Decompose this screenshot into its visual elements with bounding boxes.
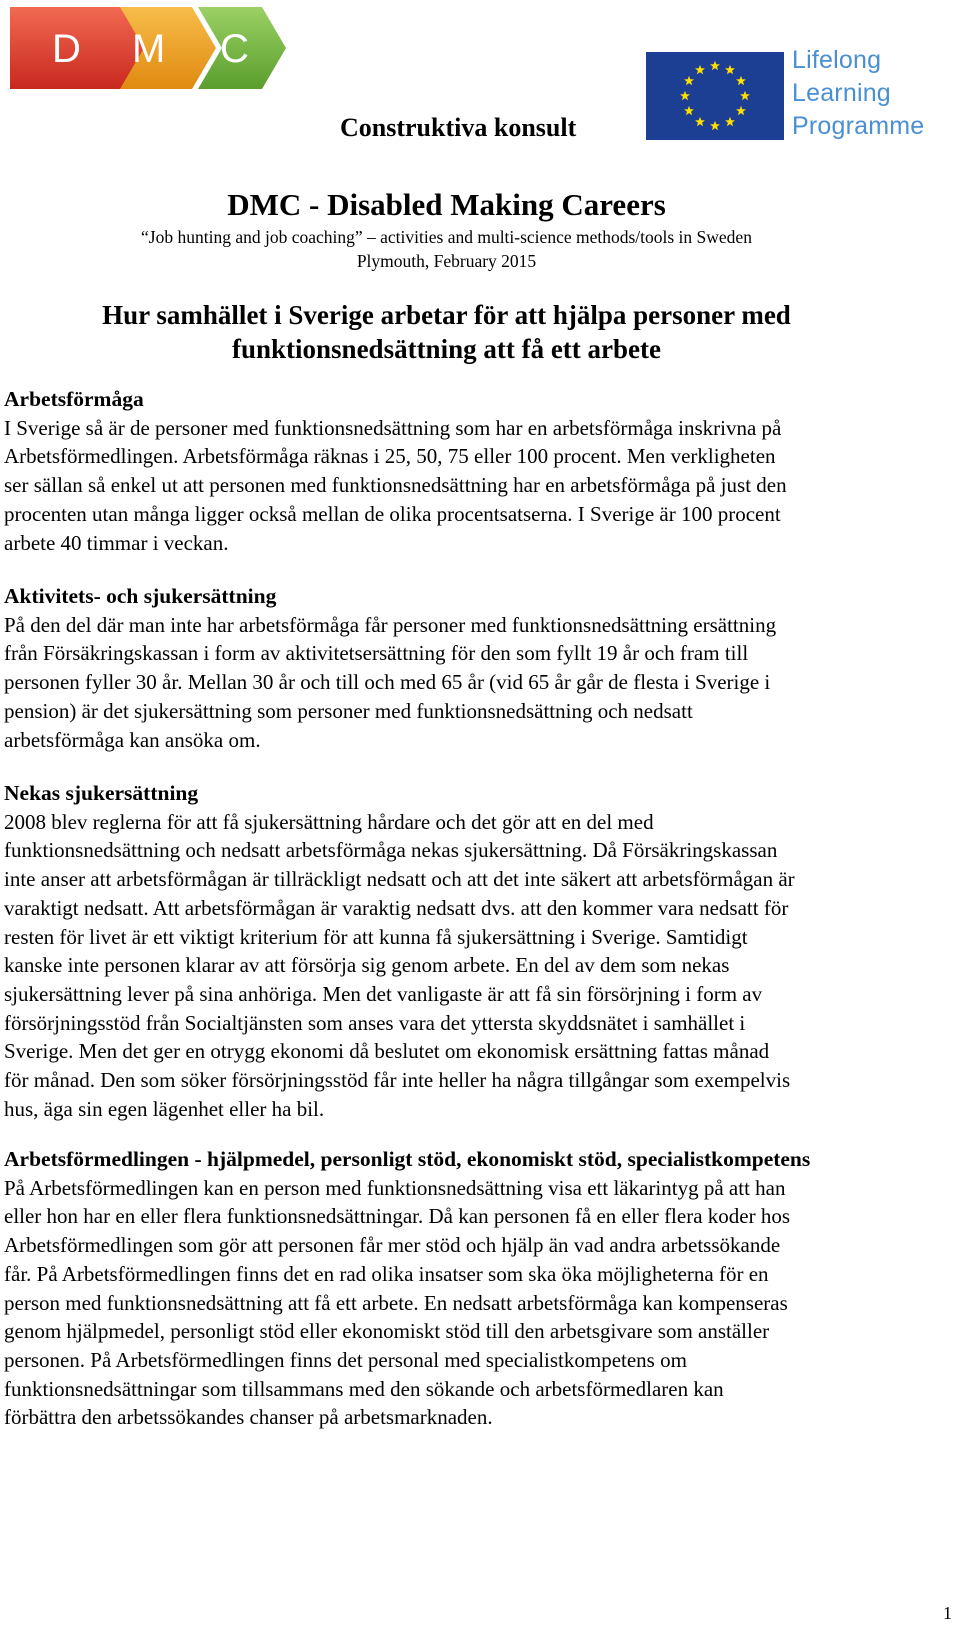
body-line: funktionsnedsättningar som tillsammans med den sökande och arbetsförmedlaren kan xyxy=(4,1376,724,1401)
organization-name: Construktiva konsult xyxy=(340,113,577,142)
dmc-letter-m: M xyxy=(132,27,166,71)
body-line: inte anser att arbetsförmågan är tillräckligt nedsatt och att det inte säkert att arbetsförmågan är xyxy=(4,867,795,892)
eu-flag-icon xyxy=(646,52,784,140)
main-heading xyxy=(0,298,893,366)
page-number: 1 xyxy=(943,1603,952,1623)
section-body xyxy=(4,1174,954,1432)
body-line: sjukersättning lever på sina anhöriga. Men det vanligaste är att få sin försörjning i form av xyxy=(4,981,763,1006)
body-line: arbetsförmåga kan ansöka om. xyxy=(4,727,261,752)
body-line: Arbetsförmedlingen. Arbetsförmåga räknas i 25, 50, 75 eller 100 procent. Men verkligheten xyxy=(4,444,776,469)
body-line: Sverige. Men det ger en otrygg ekonomi då beslutet om ekonomisk ersättning fattas månad xyxy=(4,1039,770,1064)
body-line: procenten utan många ligger också mellan de olika procentsatserna. I Sverige är 100 procent xyxy=(4,501,781,526)
section-heading: Arbetsförmåga xyxy=(4,387,144,411)
body-line: resten för livet är ett viktigt kriterium för att kunna få sjukersättning i Sverige. Samtidigt xyxy=(4,924,748,949)
body-line: pension) är det sjukersättning som personer med funktionsnedsättning och nedsatt xyxy=(4,698,693,723)
document-place-date: Plymouth, February 2015 xyxy=(356,251,537,271)
dmc-logo xyxy=(8,5,308,91)
llp-line-1: Lifelong xyxy=(792,46,882,74)
body-line: funktionsnedsättning och nedsatt arbetsförmåga nekas sjukersättning. Då Försäkringskassan xyxy=(4,838,778,863)
document-title: DMC - Disabled Making Careers xyxy=(227,187,666,222)
body-line: genom hjälpmedel, personligt stöd eller ekonomiskt stöd till den arbetsgivare som anställer xyxy=(4,1319,770,1344)
section-arbetsformaga xyxy=(4,385,954,557)
section-heading: Aktivitets- och sjukersättning xyxy=(4,584,277,608)
body-line: arbete 40 timmar i veckan. xyxy=(4,530,229,555)
body-line: varaktigt nedsatt. Att arbetsförmågan är varaktig nedsatt dvs. att den kommer vara nedsatt för xyxy=(4,895,789,920)
body-line: förbättra den arbetssökandes chanser på arbetsmarknaden. xyxy=(4,1405,493,1430)
body-line: ser sällan så enkel ut att personen med funktionsnedsättning har en arbetsförmåga på just den xyxy=(4,473,787,498)
llp-line-2: Learning xyxy=(792,79,891,107)
section-heading: Arbetsförmedlingen - hjälpmedel, personligt stöd, ekonomiskt stöd, specialistkompetens xyxy=(4,1147,811,1171)
body-line: På den del där man inte har arbetsförmåga får personer med funktionsnedsättning ersättning xyxy=(4,612,777,637)
section-nekas-sjukersattning xyxy=(4,779,954,1123)
body-line: försörjningsstöd från Socialtjänsten som anses vara det yttersta skyddsnätet i samhället i xyxy=(4,1010,746,1035)
body-line: från Försäkringskassan i form av aktivitetsersättning för den som fyllt 19 år och fram till xyxy=(4,641,749,666)
section-body xyxy=(4,808,954,1124)
lifelong-learning-logo xyxy=(646,44,946,146)
section-arbetsformedlingen xyxy=(4,1145,954,1432)
body-line: På Arbetsförmedlingen kan en person med funktionsnedsättning visa ett läkarintyg på att han xyxy=(4,1175,786,1200)
llp-line-3: Programme xyxy=(792,112,925,140)
body-line: får. På Arbetsförmedlingen finns det en rad olika insatser som ska öka möjligheterna för en xyxy=(4,1261,769,1286)
main-heading-line-1: Hur samhället i Sverige arbetar för att hjälpa personer med xyxy=(102,300,791,330)
dmc-letter-d: D xyxy=(52,27,81,71)
body-line: Arbetsförmedlingen som gör att personen får mer stöd och hjälp än vad andra arbetssökande xyxy=(4,1233,781,1258)
llp-wordmark xyxy=(792,44,924,143)
body-line: person med funktionsnedsättning att få ett arbete. En nedsatt arbetsförmåga kan kompenseras xyxy=(4,1290,788,1315)
body-line: hus, äga sin egen lägenhet eller ha bil. xyxy=(4,1096,325,1121)
section-body xyxy=(4,414,954,558)
body-line: för månad. Den som söker försörjningsstöd får inte heller ha några tillgångar som exempelvis xyxy=(4,1068,791,1093)
document-subtitle: “Job hunting and job coaching” – activities and multi-science methods/tools in Sweden xyxy=(141,227,752,247)
section-body xyxy=(4,611,954,755)
body-line: I Sverige så är de personer med funktionsnedsättning som har en arbetsförmåga inskrivna på xyxy=(4,415,782,440)
dmc-letter-c: C xyxy=(220,27,249,71)
section-aktivitets-och-sjukersattning xyxy=(4,582,954,754)
section-heading: Nekas sjukersättning xyxy=(4,781,199,805)
body-line: personen fyller 30 år. Mellan 30 år och till och med 65 år (vid 65 år går de flesta i Sverige i xyxy=(4,670,771,695)
body-line: kanske inte personen klarar av att försörja sig genom arbete. En del av dem som nekas xyxy=(4,953,730,978)
body-line: 2008 blev reglerna för att få sjukersättning hårdare och det gör att en del med xyxy=(4,809,654,834)
body-line: personen. På Arbetsförmedlingen finns det personal med specialistkompetens om xyxy=(4,1347,687,1372)
main-heading-line-2: funktionsnedsättning att få ett arbete xyxy=(232,334,661,364)
body-line: eller hon har en eller flera funktionsnedsättningar. Då kan personen få en eller flera koder hos xyxy=(4,1204,791,1229)
